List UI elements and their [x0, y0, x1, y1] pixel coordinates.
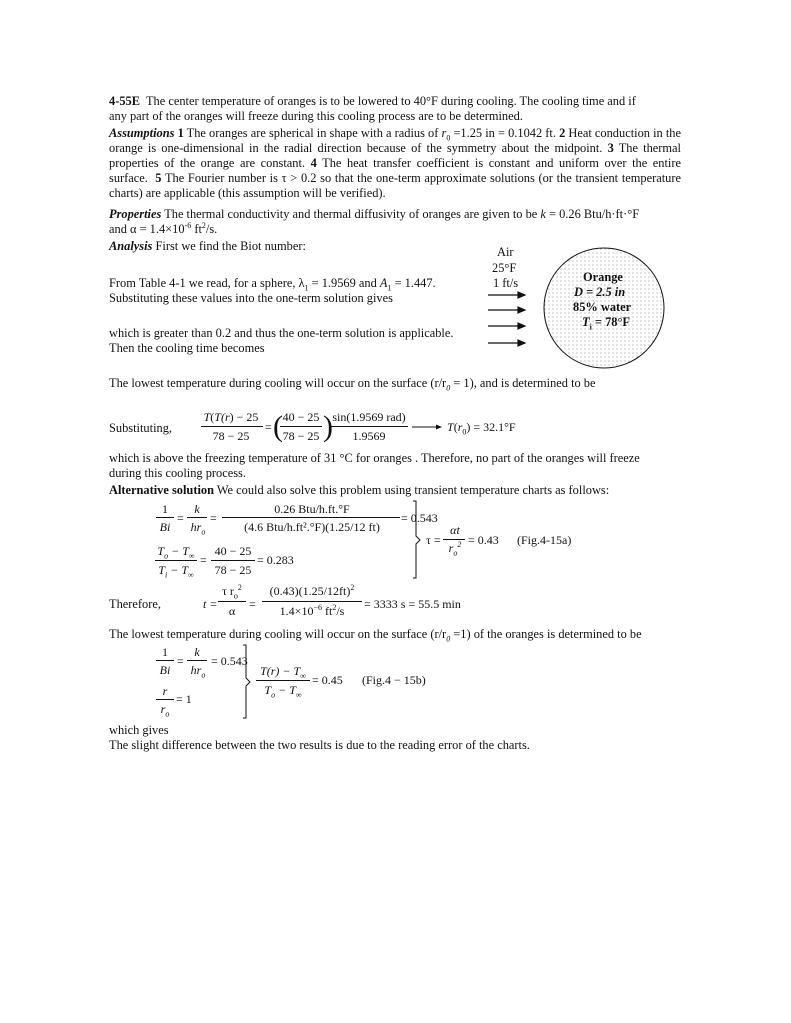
p-denominator: 78 − 25 [282, 429, 320, 443]
tau-r: r [448, 541, 454, 555]
hr-denominator: $hr_o$ [190, 520, 206, 537]
to-text: T [157, 544, 165, 558]
value-denominator: (4.6 Btu/h.ft².°F)(1.25/12 ft) [244, 520, 380, 534]
t-denominator: 78 − 25 [214, 563, 252, 577]
tau-numerator: αt [450, 523, 460, 537]
assumption-text: The Fourier number is τ > 0.2 so that the one-term approximate solutions (or the transient [164, 171, 619, 185]
initial-temperature: $T_i = 78^\circ F$ [582, 315, 630, 332]
fraction-bar [443, 539, 465, 540]
bi-result: = 0.543 [401, 511, 438, 525]
den2-text: 1.4×10 [279, 604, 314, 618]
airflow-arrows [485, 285, 530, 355]
assumptions-heading: Assumptions [109, 126, 175, 140]
which-gives: which gives [109, 723, 169, 737]
t-numerator: 40 − 25 [214, 544, 252, 558]
assumption-text: in the orange is one-dimensional in the radial direction because of the symmetry about the midpoint. [109, 126, 682, 155]
t-equals: t = [203, 597, 218, 611]
fraction-bar [262, 601, 362, 602]
right-brace-2 [240, 644, 258, 720]
tr-result: = 0.45 [312, 673, 343, 687]
hr-text: hr [190, 520, 202, 534]
properties-paragraph: Properties The thermal conductivity and thermal diffusivity of oranges are given to be k = 0.26 Btu/h·ft·°F and $\alpha = 1.4\times 10^{-6}$ $ft^2/s$. [109, 207, 640, 236]
problem-number: 4-55E [109, 94, 140, 108]
analysis-text: First we find the Biot number: [155, 239, 306, 253]
unit: /s. [205, 222, 218, 236]
sin-denominator: 1.9569 [352, 429, 386, 443]
therefore-label: Therefore, [109, 597, 161, 611]
assumption-text: temperature charts) are applicable (this assumption will be verified). [109, 171, 681, 200]
substituting-label: Substituting, [109, 421, 172, 435]
statement-line2: any part of the oranges will freeze during this cooling process are to be determined. [109, 109, 523, 123]
equals-sign: = [249, 597, 256, 611]
lowest-text: The lowest temperature during cooling will occur on the surface (r/r [109, 376, 447, 390]
assumption-text: The heat transfer coefficient is constant and uniform over the [322, 156, 648, 170]
tr-denominator: $T_o - T_\infty$ [264, 683, 302, 700]
assumption-number: 4 [310, 156, 317, 170]
long-arrow [412, 420, 444, 432]
closing-line: The slight difference between the two results is due to the reading error of the charts. [109, 738, 530, 752]
assumption-number: 2 [559, 126, 566, 140]
properties-heading: Properties [109, 207, 162, 221]
ti-denominator: $T_i - T_\infty$ [158, 563, 194, 580]
p-numerator: 40 − 25 [282, 410, 320, 424]
assumption-text: Heat conduction [568, 126, 650, 140]
lowest-text: = 1), and is determined to be [450, 376, 596, 390]
assumption-text: The oranges are spherical in shape with a radius of [186, 126, 439, 140]
assumptions-paragraph: Assumptions 1 The oranges are spherical in shape with a radius of $r_0 =1.25$ in = 0.1042 ft. 2 Heat conduction in the orange is one-dimensional in the radial direction because of the symmetry about the midpoint. 3 The thermal properties of the orange are constant. 4 The heat transfer coefficient is constant and uniform over the entire surface. 5 The Fourier number is τ > 0.2 so that the one-term approximate solutions (or the transient temperature charts) are applicable (this assumption will be verified). [109, 126, 682, 200]
unit: ft [194, 222, 202, 236]
lowest-temperature-line: The lowest temperature during cooling will occur on the surface $(r/r_0 = 1)$, and is determined to be [109, 376, 596, 393]
fraction-bar [280, 426, 322, 427]
alternative-line [109, 483, 609, 498]
equals-sign: = [210, 511, 217, 525]
one-numerator: 1 [162, 645, 168, 659]
air-temperature: 25°F [492, 261, 517, 275]
greater-line: which is greater than 0.2 and thus the one-term solution is applicable. [109, 326, 454, 340]
initial-temperature-value: = 78°F [594, 315, 630, 329]
r-numerator: r [162, 684, 168, 698]
fraction-bar [187, 517, 207, 518]
tau-lhs: τ = [426, 533, 441, 547]
tau-r: τ r [222, 584, 234, 598]
tr-text: T(r) − T [260, 664, 301, 678]
lhs-denominator: 78 − 25 [212, 429, 250, 443]
equals-sign: = [177, 654, 184, 668]
fraction-bar [156, 660, 174, 661]
substituting-result: $T(r_0) = 32.1^\circ F$ [447, 420, 516, 437]
lowest-temperature-line2: The lowest temperature during cooling will occur on the surface $(r/r_0 =1)$ of the oranges is determined to be [109, 627, 642, 644]
properties-alpha: and α = 1.4×10 [109, 222, 185, 236]
r-text: r [160, 702, 166, 716]
arrow-head [518, 340, 525, 346]
analysis-heading: Analysis [109, 239, 153, 253]
lowest2-text: The lowest temperature during cooling will occur on the surface (r/r [109, 627, 447, 641]
exponent: -6 [184, 220, 192, 230]
air-speed: 1 ft/s [493, 276, 519, 290]
k-numerator: k [194, 502, 200, 516]
table-text: = 1.447. [394, 276, 436, 290]
properties-text: The thermal conductivity and thermal diffusivity of oranges are given to be [164, 207, 538, 221]
sin-numerator: sin(1.9569 rad) [332, 410, 406, 424]
equals-sign: = [200, 553, 207, 567]
substituting-values-line: Substituting these values into the one-term solution gives [109, 291, 393, 305]
fraction-bar [155, 560, 197, 561]
fraction-bar [222, 517, 400, 518]
k-numerator: k [194, 645, 200, 659]
to-text: T [264, 683, 272, 697]
bi-result-2: = 0.543 [211, 654, 248, 668]
t-result: = 0.283 [257, 553, 294, 567]
chart2-figure-ref: (Fig.4 − 15b) [362, 673, 426, 687]
table-line: From Table 4-1 we read, for a sphere, $\lambda_1 = 1.9569$ and $A_1 = 1.447$. [109, 276, 436, 293]
assumption-number: 1 [177, 126, 184, 140]
to-numerator: $T_o - T_\infty$ [157, 544, 195, 561]
ti-text: T [158, 563, 165, 577]
bi-denominator: Bi [159, 663, 171, 677]
r-result: = 1 [176, 692, 192, 706]
bi-denominator: Bi [159, 520, 171, 534]
cooling-time-line: Then the cooling time becomes [109, 341, 265, 355]
fraction-bar [218, 601, 246, 602]
fraction-bar [187, 660, 207, 661]
fraction-bar [156, 699, 174, 700]
one-numerator: 1 [162, 502, 168, 516]
assumption-text: =1.25 in = 0.1042 ft. [453, 126, 556, 140]
hr-denominator: $hr_o$ [190, 663, 206, 680]
tau-denominator: $r_o^2$ [448, 540, 462, 558]
therefore-den2: $1.4\times 10^{-6}$ $ft^2/s$ [279, 603, 345, 618]
hr-text: hr [190, 663, 202, 677]
right-paren: ) [323, 410, 333, 443]
assumption-number: 3 [607, 141, 614, 155]
fraction-bar [201, 426, 263, 427]
freeze-line1: which is above the freezing temperature of 31 °C for oranges . Therefore, no part of the oranges will freeze [109, 451, 640, 465]
therefore-result: = 3333 s = 55.5 min [364, 597, 461, 611]
equals-sign: = [177, 511, 184, 525]
tau-result: = 0.43 [468, 533, 499, 547]
air-label: Air [497, 245, 514, 259]
problem-statement [109, 94, 681, 124]
num2-text: (0.43)(1.25/12ft) [269, 584, 351, 598]
properties-k-value: = 0.26 Btu/h·ft·°F [549, 207, 640, 221]
result-value: = 32.1°F [473, 420, 516, 434]
left-paren: ( [273, 410, 283, 443]
analysis-line [109, 239, 306, 254]
lhs-num-a: T(r [214, 410, 230, 424]
therefore-den1: α [228, 604, 236, 618]
alternative-heading: Alternative solution [109, 483, 214, 497]
arrow-head [518, 323, 525, 329]
arrow-head [518, 307, 525, 313]
tau-figure-ref: (Fig.4-15a) [517, 533, 572, 547]
arrow-head [518, 292, 525, 298]
fraction-bar [256, 680, 310, 681]
lowest2-text: =1) of the oranges is determined to be [450, 627, 642, 641]
freeze-line2: during this cooling process. [109, 466, 246, 480]
r-denominator: $r_o$ [160, 702, 170, 719]
value-numerator: 0.26 Btu/h.ft.°F [274, 502, 350, 516]
unit: /s [336, 604, 345, 618]
therefore-num2: $(0.43)(1.25/12ft)^2$ [269, 583, 355, 598]
assumption-text: thermal properties of the orange are constant. [109, 141, 681, 170]
orange-label: Orange [583, 270, 623, 284]
statement-line1: The center temperature of oranges is to be lowered to 40°F during cooling. The cooling time and if [145, 94, 636, 108]
assumption-text: The [618, 141, 638, 155]
orange-diameter: D = 2.5 in [574, 285, 626, 299]
water-content: 85% water [573, 300, 632, 314]
alternative-text: We could also solve this problem using transient temperature charts as follows: [216, 483, 610, 497]
assumption-text: entire surface. [109, 156, 681, 185]
therefore-num1: τ $r_o^2$ [222, 583, 242, 601]
fraction-bar [156, 517, 174, 518]
tr-numerator: $T(r) - T_\infty$ [260, 664, 306, 681]
table-text: = 1.9569 and [311, 276, 377, 290]
table-text: From Table 4-1 we read, for a sphere, λ [109, 276, 305, 290]
assumption-number: 5 [155, 171, 162, 185]
fraction-bar [211, 560, 255, 561]
equals-sign: = [265, 420, 272, 434]
lhs-numerator: T(T(r) − 25 [203, 410, 259, 424]
unit: ft [324, 604, 333, 618]
fraction-bar [330, 426, 408, 427]
